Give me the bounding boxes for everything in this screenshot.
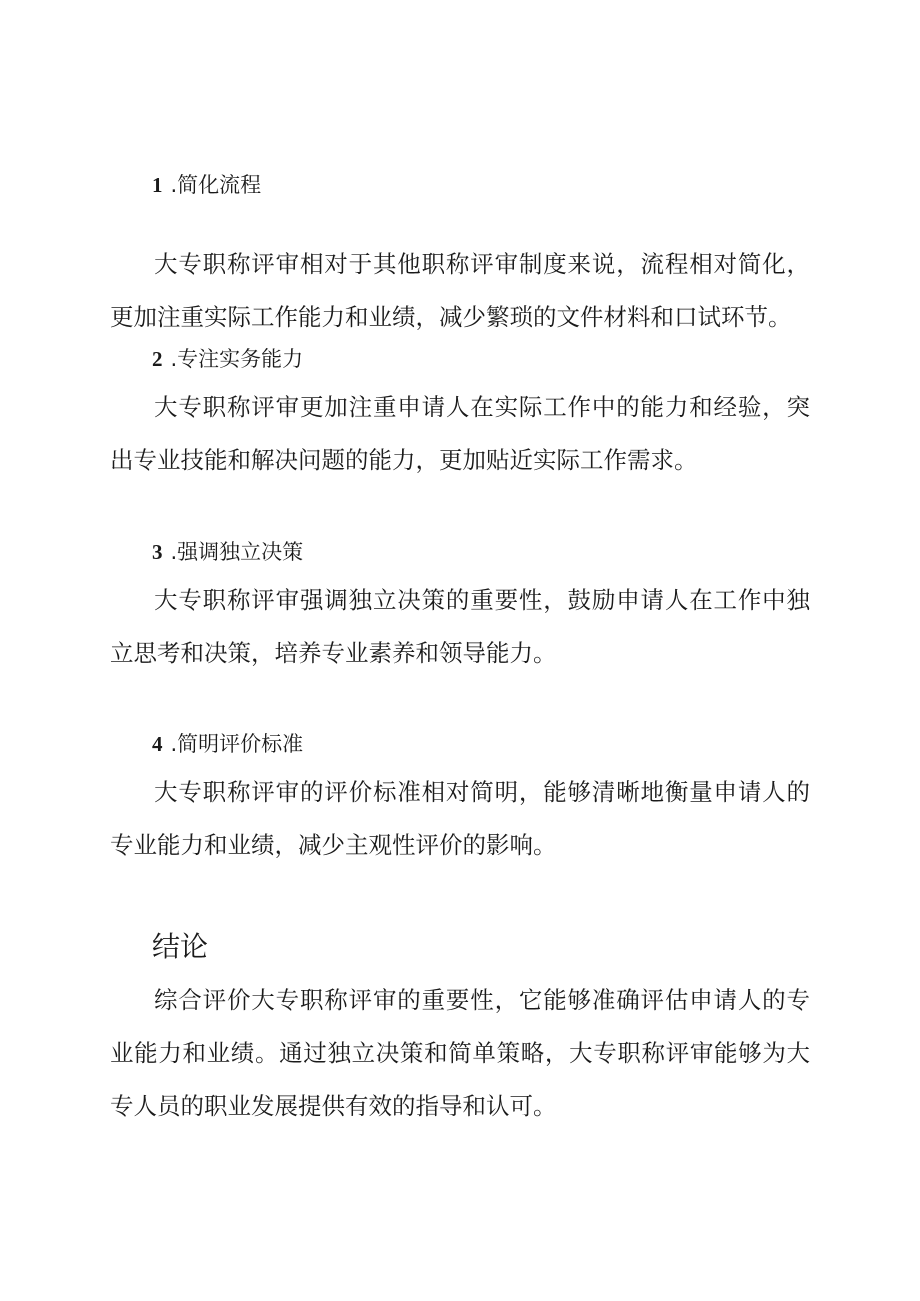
- section-3-number: 3: [152, 540, 163, 564]
- section-4-title: .简明评价标准: [170, 732, 304, 756]
- section-2-number: 2: [152, 347, 163, 371]
- section-4-body: 大专职称评审的评价标准相对简明，能够清晰地衡量申请人的专业能力和业绩，减少主观性评价的影响。: [110, 778, 810, 859]
- section-3-heading: [152, 537, 303, 567]
- section-1-number: 1: [152, 173, 163, 197]
- section-1-body: 大专职称评审相对于其他职称评审制度来说，流程相对简化，更加注重实际工作能力和业绩，减少繁琐的文件材料和口试环节。: [110, 250, 810, 331]
- section-4-number: 4: [152, 732, 163, 756]
- section-2-title: .专注实务能力: [170, 347, 304, 371]
- section-4-heading: [152, 729, 303, 759]
- section-2-body: 大专职称评审更加注重申请人在实际工作中的能力和经验，突出专业技能和解决问题的能力，更加贴近实际工作需求。: [110, 393, 810, 474]
- conclusion-body: 综合评价大专职称评审的重要性，它能够准确评估申请人的专业能力和业绩。通过独立决策和简单策略，大专职称评审能够为大专人员的职业发展提供有效的指导和认可。: [110, 986, 810, 1120]
- conclusion-title: 结论: [152, 930, 209, 963]
- section-2-heading: [152, 344, 303, 374]
- section-3-body: 大专职称评审强调独立决策的重要性，鼓励申请人在工作中独立思考和决策，培养专业素养和领导能力。: [110, 586, 810, 667]
- section-1-heading: [152, 170, 261, 200]
- section-1-title: .简化流程: [170, 173, 262, 197]
- section-3-title: .强调独立决策: [170, 540, 304, 564]
